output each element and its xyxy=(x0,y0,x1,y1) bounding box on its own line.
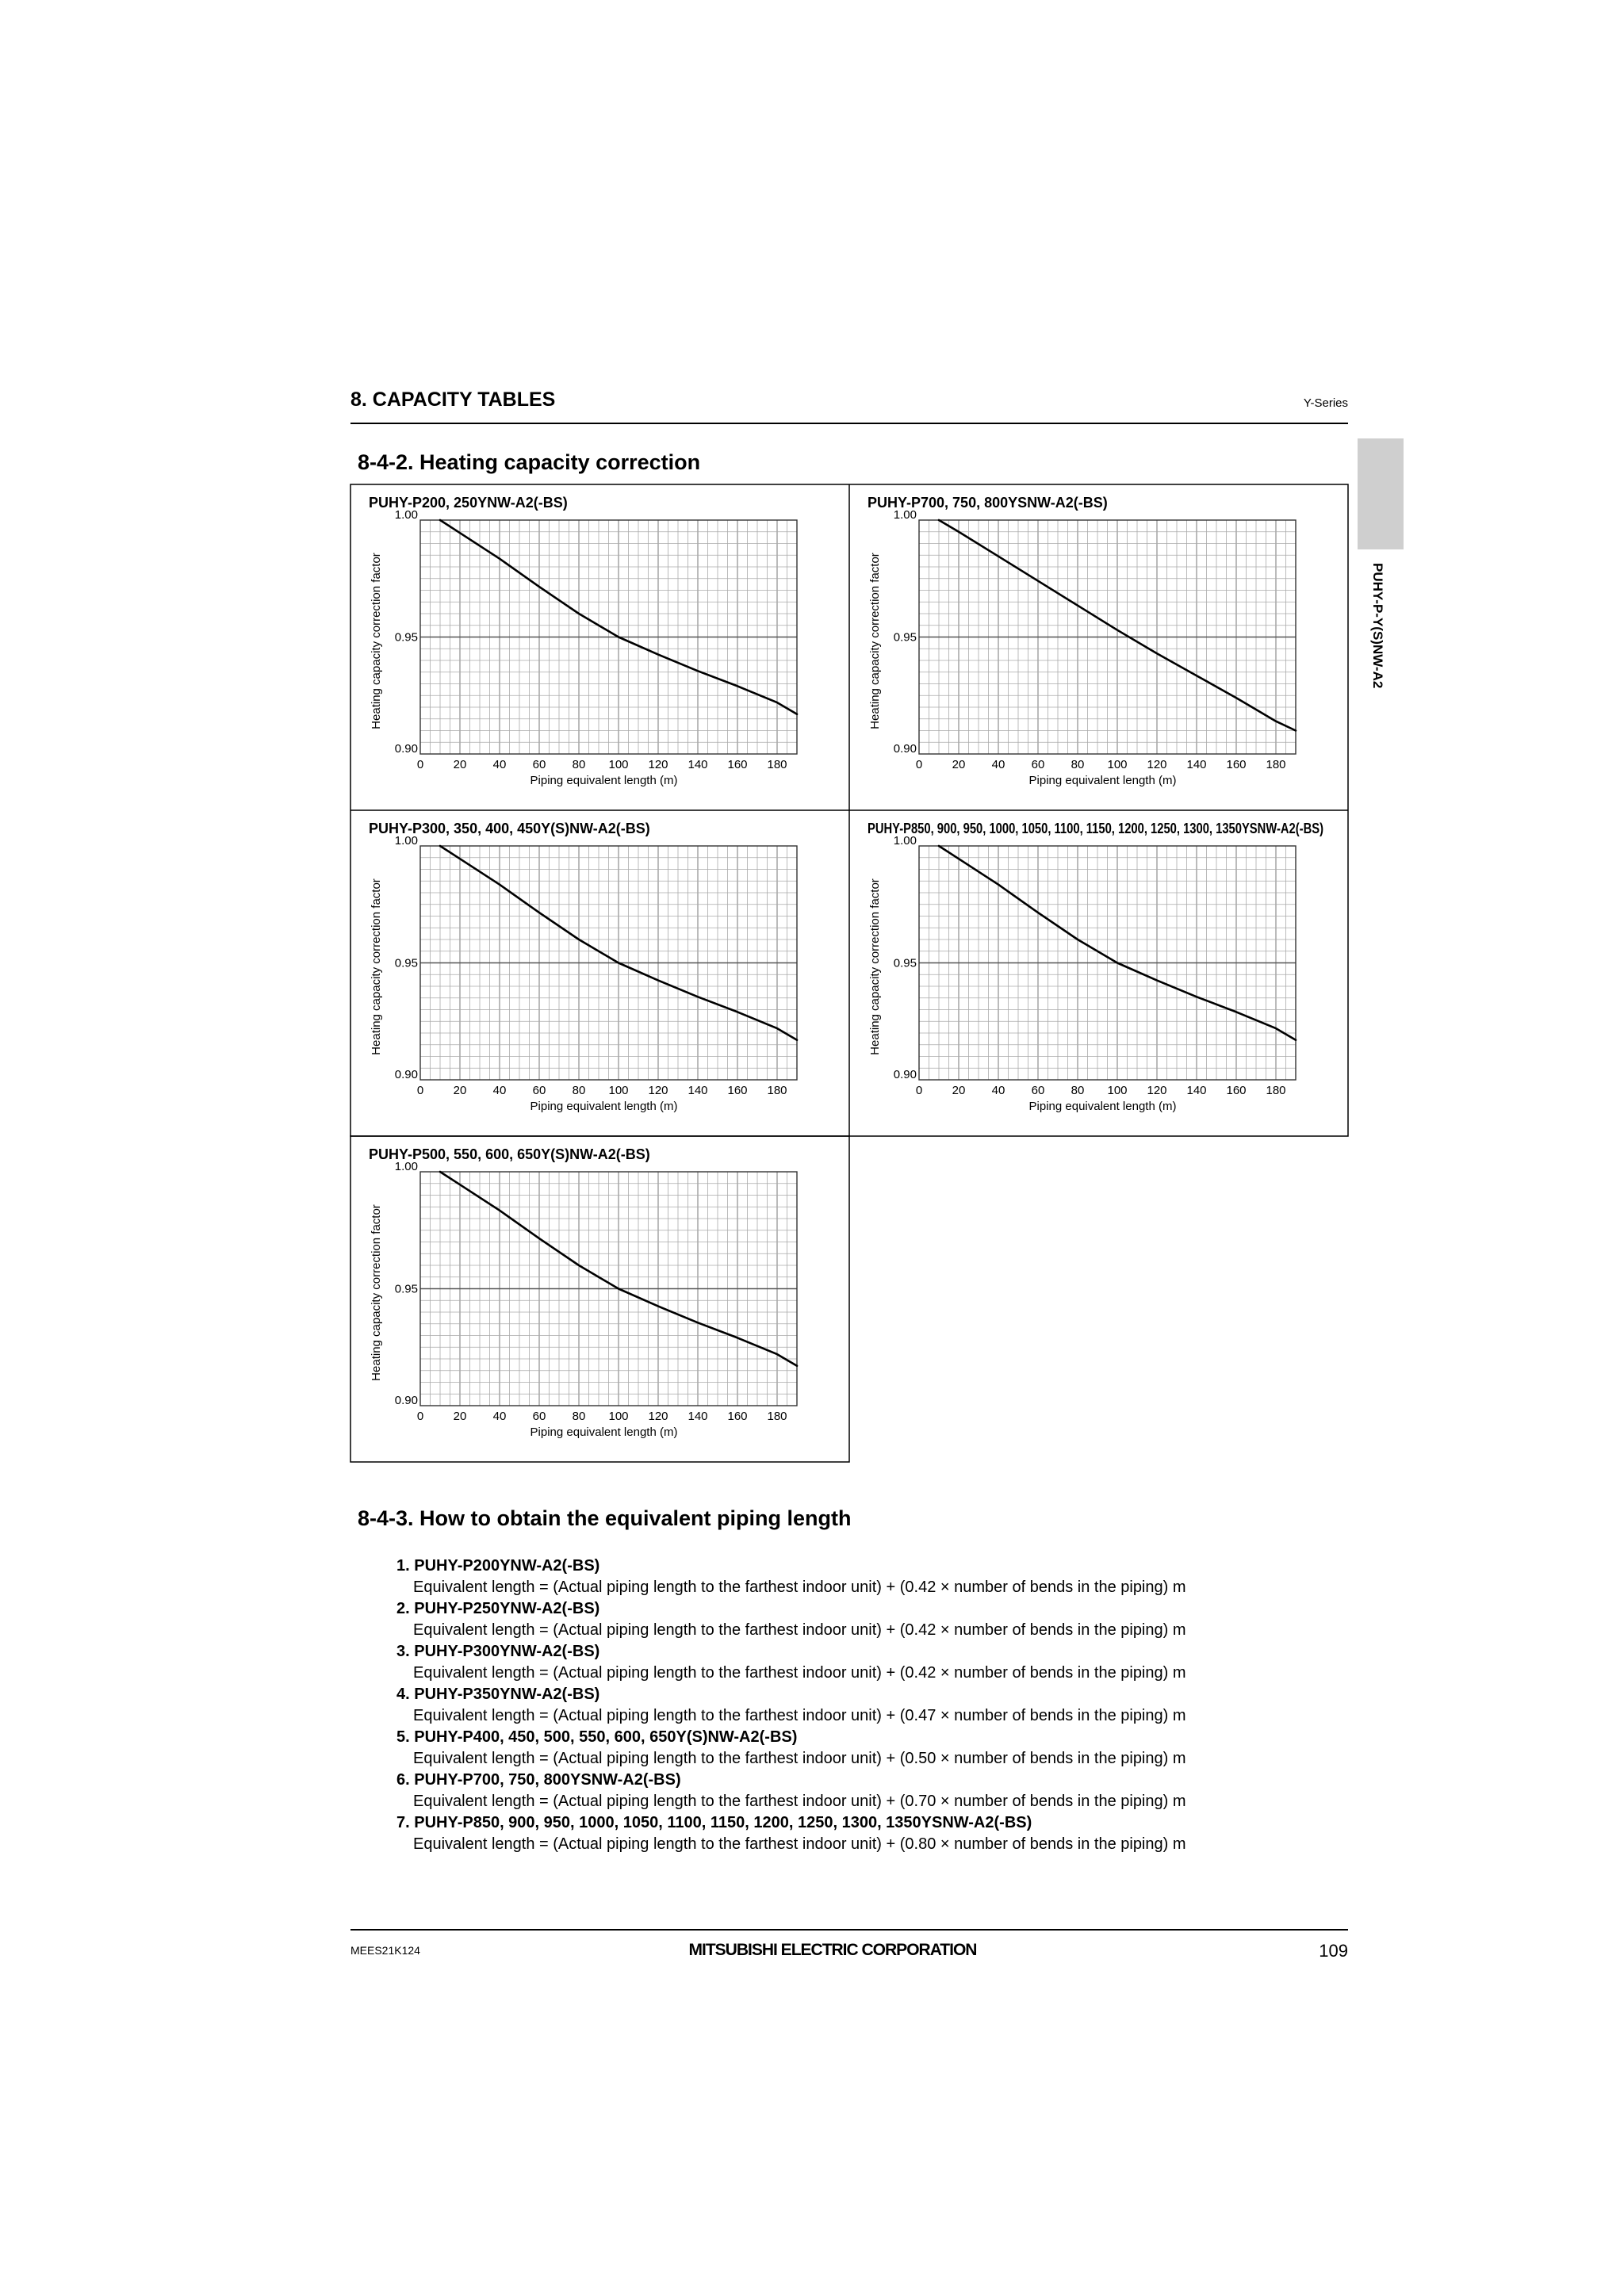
footer-company: MITSUBISHI ELECTRIC CORPORATION xyxy=(688,1941,977,1959)
x-tick-label: 120 xyxy=(648,1410,668,1423)
y-tick-label: 0.95 xyxy=(893,630,917,645)
x-tick-label: 160 xyxy=(1226,758,1247,771)
y-tick-label: 1.00 xyxy=(893,508,917,522)
x-tick-label: 40 xyxy=(492,1410,507,1423)
y-tick-label: 1.00 xyxy=(893,834,917,848)
y-axis-label: Heating capacity correction factor xyxy=(370,878,383,1055)
x-tick-label: 140 xyxy=(1186,758,1207,771)
x-tick-label: 40 xyxy=(991,1084,1005,1097)
x-tick-label: 100 xyxy=(608,1084,629,1097)
x-tick-label: 160 xyxy=(727,1084,748,1097)
page-header-title: 8. CAPACITY TABLES xyxy=(350,388,556,411)
x-tick-label: 0 xyxy=(915,758,923,771)
x-tick-label: 140 xyxy=(688,758,708,771)
chart-title: PUHY-P850, 900, 950, 1000, 1050, 1100, 1150, 1200, 1250, 1300, 1350YSNW-A2(-BS) xyxy=(868,821,1324,836)
list-item xyxy=(396,1556,1348,1598)
x-tick-label: 120 xyxy=(648,1084,668,1097)
y-tick-label: 0.95 xyxy=(394,956,418,970)
y-tick-label: 0.90 xyxy=(893,1068,917,1081)
model-name: 6. PUHY-P700, 750, 800YSNW-A2(-BS) xyxy=(396,1771,681,1789)
x-tick-label: 60 xyxy=(532,1410,546,1423)
x-tick-label: 40 xyxy=(492,758,507,771)
y-axis-label: Heating capacity correction factor xyxy=(868,878,882,1055)
footer-doc-code: MEES21K124 xyxy=(350,1944,420,1957)
y-tick-label: 0.90 xyxy=(394,1394,418,1407)
y-axis-label: Heating capacity correction factor xyxy=(370,553,383,729)
y-tick-label: 1.00 xyxy=(394,834,418,848)
x-tick-label: 140 xyxy=(688,1410,708,1423)
y-tick-label: 0.95 xyxy=(893,956,917,970)
chart-4 xyxy=(868,821,1323,1113)
x-axis-label: Piping equivalent length (m) xyxy=(530,1425,678,1439)
side-index-label: PUHY-P-Y(S)NW-A2 xyxy=(1370,563,1385,689)
x-tick-label: 80 xyxy=(1071,758,1085,771)
chart-5 xyxy=(369,1146,797,1439)
list-item xyxy=(396,1727,1348,1770)
model-name: 4. PUHY-P350YNW-A2(-BS) xyxy=(396,1686,600,1703)
y-tick-label: 0.95 xyxy=(394,630,418,645)
y-tick-label: 1.00 xyxy=(394,508,418,522)
x-tick-label: 100 xyxy=(608,1410,629,1423)
model-name: 1. PUHY-P200YNW-A2(-BS) xyxy=(396,1557,600,1575)
x-axis-label: Piping equivalent length (m) xyxy=(530,774,678,787)
chart-1 xyxy=(369,495,797,787)
model-name: 2. PUHY-P250YNW-A2(-BS) xyxy=(396,1600,600,1617)
x-tick-label: 120 xyxy=(1147,758,1167,771)
list-item xyxy=(396,1812,1348,1855)
x-tick-label: 180 xyxy=(767,1084,787,1097)
x-tick-label: 20 xyxy=(453,1410,467,1423)
footer-divider xyxy=(350,1929,1348,1931)
x-axis-label: Piping equivalent length (m) xyxy=(1028,774,1177,787)
y-axis-label: Heating capacity correction factor xyxy=(370,1204,383,1381)
chart-title: PUHY-P500, 550, 600, 650Y(S)NW-A2(-BS) xyxy=(369,1146,650,1162)
list-item xyxy=(396,1770,1348,1812)
formula-text: Equivalent length = (Actual piping length to the farthest indoor unit) + (0.42 × number of bends in the piping) m xyxy=(413,1621,1186,1639)
chart-title: PUHY-P300, 350, 400, 450Y(S)NW-A2(-BS) xyxy=(369,821,650,836)
x-tick-label: 60 xyxy=(532,1084,546,1097)
x-axis-label: Piping equivalent length (m) xyxy=(1028,1100,1177,1113)
y-tick-label: 0.90 xyxy=(394,1068,418,1081)
x-tick-label: 100 xyxy=(1107,758,1128,771)
x-tick-label: 180 xyxy=(767,1410,787,1423)
x-tick-label: 160 xyxy=(1226,1084,1247,1097)
x-tick-label: 60 xyxy=(1031,1084,1045,1097)
y-tick-label: 1.00 xyxy=(394,1160,418,1173)
list-item xyxy=(396,1641,1348,1684)
x-tick-label: 80 xyxy=(572,758,586,771)
formula-text: Equivalent length = (Actual piping length to the farthest indoor unit) + (0.50 × number of bends in the piping) m xyxy=(413,1750,1186,1767)
chart-title: PUHY-P700, 750, 800YSNW-A2(-BS) xyxy=(868,495,1108,511)
x-tick-label: 100 xyxy=(1107,1084,1128,1097)
x-tick-label: 60 xyxy=(532,758,546,771)
x-tick-label: 80 xyxy=(572,1410,586,1423)
formula-text: Equivalent length = (Actual piping length to the farthest indoor unit) + (0.42 × number of bends in the piping) m xyxy=(413,1664,1186,1682)
chart-title: PUHY-P200, 250YNW-A2(-BS) xyxy=(369,495,568,511)
model-name: 3. PUHY-P300YNW-A2(-BS) xyxy=(396,1643,600,1660)
list-item xyxy=(396,1598,1348,1641)
x-tick-label: 120 xyxy=(1147,1084,1167,1097)
x-tick-label: 0 xyxy=(416,1084,424,1097)
model-name: 7. PUHY-P850, 900, 950, 1000, 1050, 1100, 1150, 1200, 1250, 1300, 1350YSNW-A2(-BS) xyxy=(396,1814,1032,1831)
x-tick-label: 180 xyxy=(1266,1084,1286,1097)
x-tick-label: 20 xyxy=(453,758,467,771)
x-tick-label: 0 xyxy=(416,1410,424,1423)
x-tick-label: 20 xyxy=(952,758,966,771)
x-tick-label: 0 xyxy=(915,1084,923,1097)
header-series-label: Y-Series xyxy=(1303,396,1348,410)
y-tick-label: 0.90 xyxy=(394,742,418,756)
page-number: 109 xyxy=(1319,1941,1348,1961)
x-tick-label: 80 xyxy=(1071,1084,1085,1097)
formula-text: Equivalent length = (Actual piping length to the farthest indoor unit) + (0.47 × number of bends in the piping) m xyxy=(413,1707,1186,1724)
y-axis-label: Heating capacity correction factor xyxy=(868,553,882,729)
x-tick-label: 180 xyxy=(767,758,787,771)
x-tick-label: 120 xyxy=(648,758,668,771)
x-tick-label: 20 xyxy=(453,1084,467,1097)
formula-text: Equivalent length = (Actual piping length to the farthest indoor unit) + (0.80 × number of bends in the piping) m xyxy=(413,1835,1186,1853)
x-tick-label: 160 xyxy=(727,1410,748,1423)
equivalent-length-list xyxy=(396,1556,1348,1855)
x-tick-label: 20 xyxy=(952,1084,966,1097)
x-tick-label: 100 xyxy=(608,758,629,771)
formula-text: Equivalent length = (Actual piping length to the farthest indoor unit) + (0.70 × number of bends in the piping) m xyxy=(413,1793,1186,1810)
formula-text: Equivalent length = (Actual piping length to the farthest indoor unit) + (0.42 × number of bends in the piping) m xyxy=(413,1578,1186,1596)
x-tick-label: 40 xyxy=(492,1084,507,1097)
x-tick-label: 60 xyxy=(1031,758,1045,771)
y-tick-label: 0.95 xyxy=(394,1282,418,1296)
y-tick-label: 0.90 xyxy=(893,742,917,756)
x-axis-label: Piping equivalent length (m) xyxy=(530,1100,678,1113)
x-tick-label: 80 xyxy=(572,1084,586,1097)
list-item xyxy=(396,1684,1348,1727)
x-tick-label: 160 xyxy=(727,758,748,771)
model-name: 5. PUHY-P400, 450, 500, 550, 600, 650Y(S)NW-A2(-BS) xyxy=(396,1728,798,1746)
x-tick-label: 0 xyxy=(416,758,424,771)
x-tick-label: 140 xyxy=(1186,1084,1207,1097)
chart-2 xyxy=(868,495,1296,787)
x-tick-label: 180 xyxy=(1266,758,1286,771)
x-tick-label: 40 xyxy=(991,758,1005,771)
chart-3 xyxy=(369,821,797,1113)
x-tick-label: 140 xyxy=(688,1084,708,1097)
equivalent-length-heading: 8-4-3. How to obtain the equivalent piping length xyxy=(358,1506,852,1530)
heating-correction-heading: 8-4-2. Heating capacity correction xyxy=(358,450,701,474)
